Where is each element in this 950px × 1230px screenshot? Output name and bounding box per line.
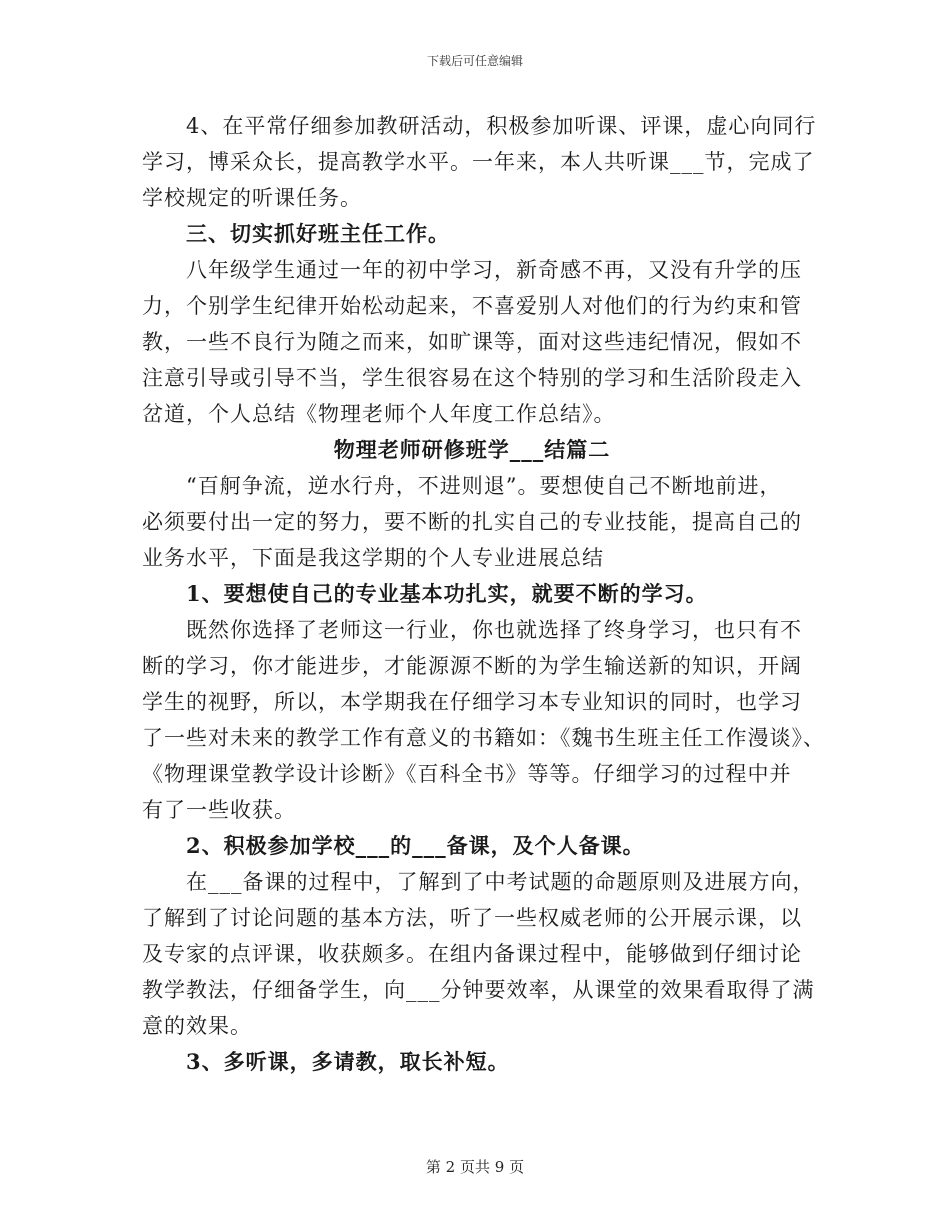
page-header: 下载后可任意编辑 bbox=[426, 54, 523, 68]
text-line: 教学教法，仔细备学生，向___分钟要效率，从课堂的效果看取得了满 bbox=[142, 978, 815, 1002]
text-line: 了解到了讨论问题的基本方法，听了一些权威老师的公开展示课，以 bbox=[142, 906, 802, 930]
text-line: 及专家的点评课，收获颇多。在组内备课过程中，能够做到仔细讨论 bbox=[142, 942, 802, 966]
text-line: 了一些对未来的教学工作有意义的书籍如：《魏书生班主任工作漫谈》、 bbox=[142, 726, 825, 750]
text-line: 4、在平常仔细参加教研活动，积极参加听课、评课，虚心向同行 bbox=[186, 114, 817, 138]
text-line: 既然你选择了老师这一行业，你也就选择了终身学习，也只有不 bbox=[186, 618, 802, 642]
text-line: “百舸争流，逆水行舟，不进则退”。要想使自己不断地前进， bbox=[186, 474, 782, 498]
text-line: 断的学习，你才能进步，才能源源不断的为学生输送新的知识，开阔 bbox=[142, 654, 802, 678]
text-line: 必须要付出一定的努力，要不断的扎实自己的专业技能，提高自己的 bbox=[142, 510, 802, 534]
text-line: 学校规定的听课任务。 bbox=[142, 186, 362, 210]
text-line: 岔道，个人总结《物理老师个人年度工作总结》。 bbox=[142, 402, 616, 426]
text-line: 《物理课堂教学设计诊断》《百科全书》等等。仔细学习的过程中并 bbox=[142, 762, 792, 786]
page-footer: 第 2 页共 9 页 bbox=[425, 1158, 525, 1176]
text-line: 教，一些不良行为随之而来，如旷课等，面对这些违纪情况，假如不 bbox=[142, 330, 802, 354]
section-heading: 2、积极参加学校___的___备课，及个人备课。 bbox=[186, 833, 645, 858]
section-heading: 三、切实抓好班主任工作。 bbox=[186, 221, 450, 246]
section-heading: 1、要想使自己的专业基本功扎实，就要不断的学习。 bbox=[186, 581, 708, 606]
text-line: 力，个别学生纪律开始松动起来，不喜爱别人对他们的行为约束和管 bbox=[142, 294, 802, 318]
text-line: 注意引导或引导不当，学生很容易在这个特别的学习和生活阶段走入 bbox=[142, 366, 802, 390]
text-line: 在___备课的过程中，了解到了中考试题的命题原则及进展方向， bbox=[186, 870, 815, 894]
text-line: 意的效果。 bbox=[142, 1014, 252, 1038]
document-body bbox=[142, 108, 825, 1080]
section-heading: 物理老师研修班学___结篇二 bbox=[333, 437, 611, 462]
text-line: 八年级学生通过一年的初中学习，新奇感不再，又没有升学的压 bbox=[186, 258, 802, 282]
text-line: 业务水平，下面是我这学期的个人专业进展总结 bbox=[142, 546, 604, 570]
text-line: 学习，博采众长，提高教学水平。一年来，本人共听课___节，完成了 bbox=[142, 150, 815, 174]
text-line: 有了一些收获。 bbox=[142, 798, 296, 822]
section-heading: 3、多听课，多请教，取长补短。 bbox=[186, 1049, 510, 1074]
text-line: 学生的视野，所以，本学期我在仔细学习本专业知识的同时，也学习 bbox=[142, 690, 802, 714]
